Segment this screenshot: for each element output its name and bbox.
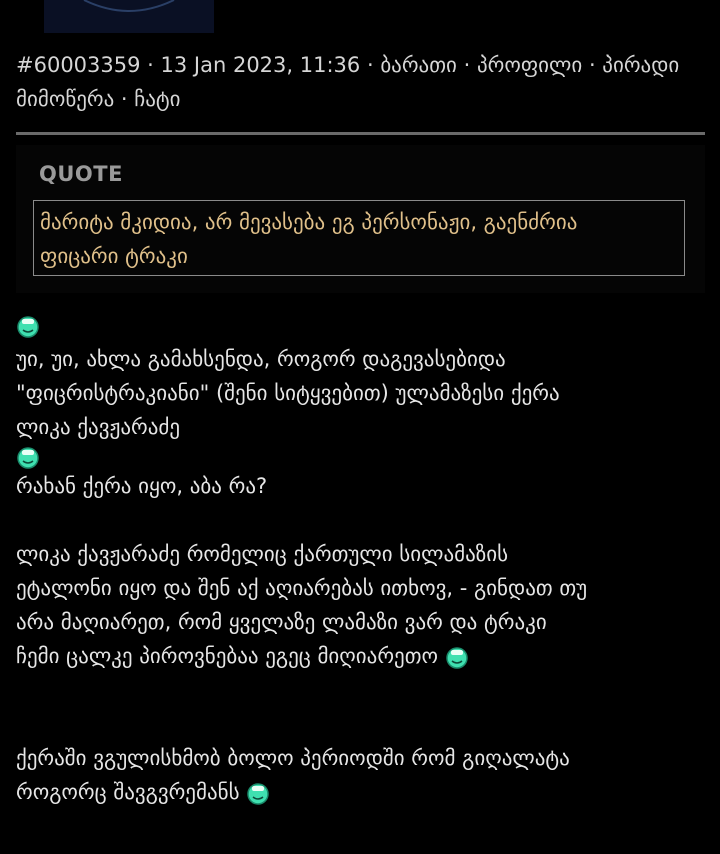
blank-line (16, 503, 706, 537)
teacup-smiley-icon (246, 781, 270, 805)
post-line: ჩემი ცალკე პიროვნებაა ეგეც მიღიარეთო (16, 644, 439, 668)
divider (16, 132, 705, 135)
teacup-smiley-icon (16, 445, 40, 469)
quote-line: მარიტა მკიდია, არ მევასება ეგ პერსონაჟი, გაენძრია (40, 210, 578, 234)
meta-separator: · (456, 53, 477, 77)
smiley-line (16, 444, 706, 469)
post-body (16, 308, 706, 809)
meta-separator: · (360, 53, 381, 77)
post-line-with-smiley (16, 639, 706, 673)
quote-line: ფიცარი ტრაკი (40, 244, 188, 268)
teacup-smiley-icon (445, 645, 469, 669)
post-line: არა მაღიარეთ, რომ ყველაზე ლამაზი ვარ და ტრაკი (16, 610, 547, 634)
profile-link[interactable]: პროფილი (476, 53, 583, 77)
card-link[interactable]: ბარათი (380, 53, 457, 77)
quote-title: QUOTE (39, 162, 123, 186)
blank-line (16, 707, 706, 741)
meta-separator: · (140, 53, 161, 77)
post-line: "ფიცრისტრაკიანი" (შენი სიტყვებით) ულამაზესი ქერა (16, 381, 560, 405)
meta-separator: · (114, 87, 135, 111)
teacup-smiley-icon (16, 314, 40, 338)
post-line: რახან ქერა იყო, აბა რა? (16, 474, 268, 498)
post-meta (16, 48, 706, 116)
chat-link[interactable]: ჩატი (134, 87, 181, 111)
private-message-link[interactable]: პირადი მიმოწერა (16, 53, 680, 111)
post-line: ლიკა ქავჟარაძე რომელიც ქართული სილამაზის (16, 542, 509, 566)
user-avatar-image (44, 0, 214, 33)
smiley-line (16, 308, 706, 342)
post-id[interactable]: #60003359 (16, 53, 141, 77)
post-line: როგორც შავგვრემანს (16, 780, 240, 804)
post-line: ლიკა ქავჟარაძე (16, 415, 181, 439)
quote-text (33, 200, 685, 276)
blank-line (16, 673, 706, 707)
meta-separator: · (582, 53, 603, 77)
post-date: 13 Jan 2023, 11:36 (160, 53, 361, 77)
post-line: ეტალონი იყო და შენ აქ აღიარებას ითხოვ, - გინდათ თუ (16, 576, 588, 600)
post-line: უი, უი, ახლა გამახსენდა, როგორ დაგევასებიდა (16, 347, 506, 371)
post-line: ქერაში ვგულისხმობ ბოლო პერიოდში რომ გიღალატა (16, 746, 570, 770)
post-line-with-smiley (16, 775, 706, 809)
